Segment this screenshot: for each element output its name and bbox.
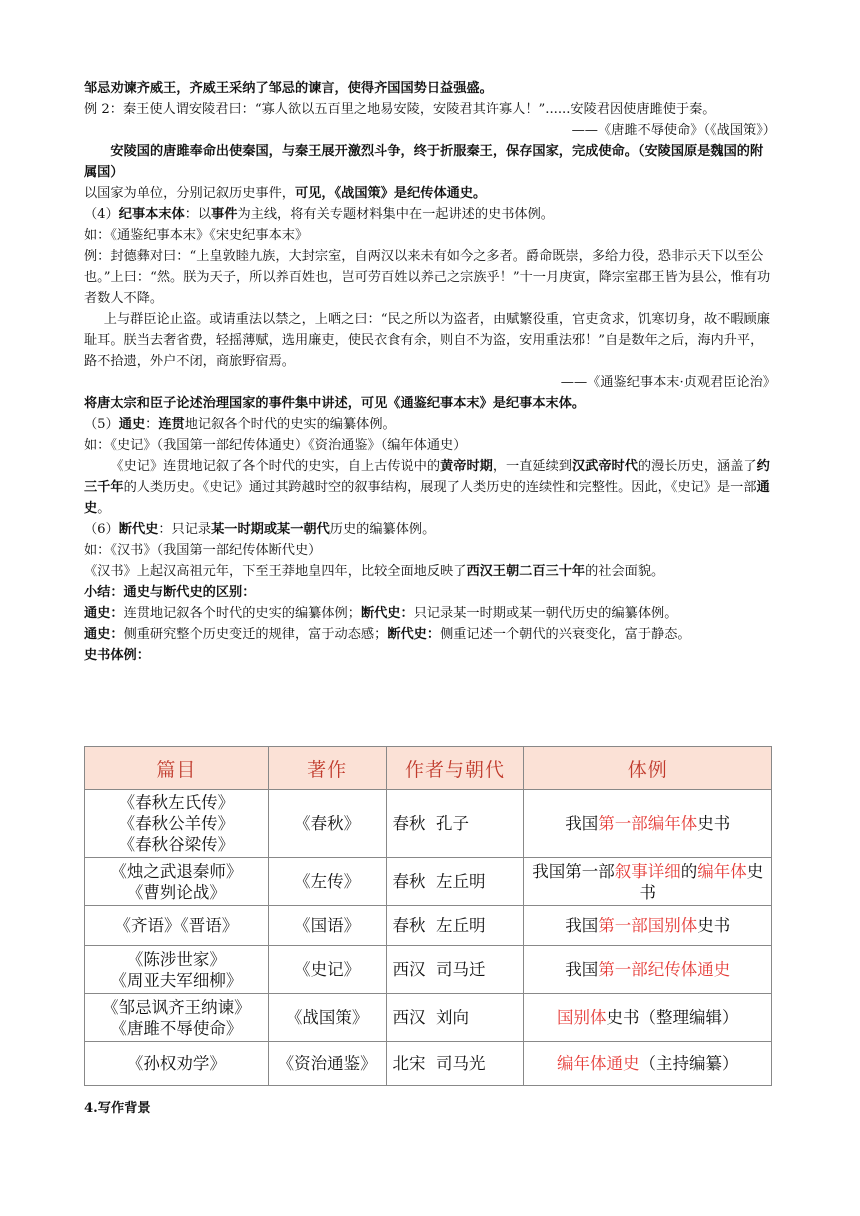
highlight-text: 编年体	[697, 861, 747, 881]
text: 的	[680, 861, 698, 881]
table-row	[85, 1042, 772, 1086]
cell-pianmu	[85, 946, 269, 994]
pianmu-title: 《烛之武退秦师》	[110, 861, 243, 881]
text: 《汉书》上起汉高祖元年，下至王莽地皇四年，比较全面地反映了	[84, 564, 467, 579]
text: ：	[145, 417, 159, 432]
text: （5）	[84, 417, 119, 432]
cell-pianmu	[85, 858, 269, 906]
text: 历史的编纂体例。	[329, 522, 436, 537]
cell-style	[524, 946, 772, 994]
text: 的人类历史。《史记》通过其跨越时空的叙事结构，展现了人类历史的连续性和完整性。因此，《史记》是一部	[123, 480, 757, 495]
paragraph: 例 2：秦王使人谓安陵君曰：“寡人欲以五百里之地易安陵，安陵君其许寡人！”......安陵君因使唐雎使于秦。	[84, 102, 716, 117]
pianmu-title: 《周亚夫军细柳》	[110, 970, 243, 990]
text: 史书	[697, 916, 731, 935]
text: 事件	[211, 207, 238, 222]
section-heading	[84, 204, 776, 225]
paragraph	[84, 603, 776, 624]
summary-heading: 小结：通史与断代史的区别：	[84, 585, 256, 600]
pianmu-title: 《齐语》《晋语》	[114, 916, 239, 935]
pianmu-title: 《曹刿论战》	[126, 882, 226, 902]
history-books-table	[84, 746, 772, 1086]
text: 的漫长历史，涵盖了	[637, 459, 757, 474]
text: 侧重记述一个朝代的兴衰变化，富于静态。	[440, 627, 691, 642]
text: 某一时期或某一朝代	[211, 522, 330, 537]
highlight-text: 第一部纪传体通史	[598, 960, 731, 979]
cell-pianmu	[85, 994, 269, 1042]
cell-author: 西汉 司马迁	[386, 946, 524, 994]
text: 我国第一部	[532, 861, 615, 881]
text: 断代史	[118, 522, 159, 537]
cell-author: 春秋 左丘明	[386, 858, 524, 906]
text: ，一直延续到	[492, 459, 572, 474]
text: 纪事本末体	[118, 207, 185, 222]
citation: ——《唐雎不辱使命》（《战国策》）	[571, 123, 776, 138]
header-cell: 著作	[268, 747, 386, 790]
text: 连贯地记叙各个时代的史实的编纂体例；	[123, 606, 361, 621]
text: 西汉王朝二百三十年	[466, 564, 586, 579]
text: 通史：	[84, 627, 124, 642]
text: 汉武帝时代	[571, 459, 638, 474]
cell-style	[524, 790, 772, 858]
text: 为主线，将有关专题材料集中在一起讲述的史书体例。	[237, 207, 554, 222]
cell-pianmu	[85, 906, 269, 946]
cell-author: 春秋 孔子	[386, 790, 524, 858]
paragraph: 安陵国的唐雎奉命出使秦国，与秦王展开激烈斗争，终于折服秦王，保存国家，完成使命。（安陵国原是魏国的附属国）	[84, 144, 764, 180]
pianmu-title: 《孙权劝学》	[126, 1054, 226, 1073]
header-cell: 篇目	[85, 747, 269, 790]
text: 我国	[565, 916, 599, 935]
table-row	[85, 858, 772, 906]
text: 《史记》连贯地记叙了各个时代的史实，自上古传说中的	[110, 459, 441, 474]
text: 可见，《战国策》是纪传体通史。	[295, 186, 487, 201]
header-cell: 体例	[524, 747, 772, 790]
paragraph: 如：《史记》（我国第一部纪传体通史）《资治通鉴》（编年体通史）	[84, 438, 467, 453]
cell-book: 《战国策》	[268, 994, 386, 1042]
text: 我国	[565, 814, 599, 833]
pianmu-title: 《春秋左氏传》	[118, 793, 235, 812]
table-row	[85, 906, 772, 946]
text: 。	[97, 501, 111, 516]
text: 以国家为单位，分别记叙历史事件，	[84, 186, 295, 201]
table-header-row	[85, 747, 772, 790]
text: 地记叙各个时代的史实的编纂体例。	[184, 417, 396, 432]
cell-book: 《左传》	[268, 858, 386, 906]
header-cell: 作者与朝代	[386, 747, 524, 790]
highlight-text: 第一部编年体	[598, 814, 698, 833]
document-body	[84, 78, 776, 666]
cell-author: 西汉 刘向	[386, 994, 524, 1042]
pianmu-title: 《邹忌讽齐王纳谏》	[102, 997, 251, 1017]
citation: ——《通鉴纪事本末·贞观君臣论治》	[560, 375, 776, 390]
section-heading	[84, 414, 776, 435]
paragraph	[84, 624, 776, 645]
cell-pianmu	[85, 790, 269, 858]
text: 黄帝时期	[440, 459, 493, 474]
text: （6）	[84, 522, 119, 537]
cell-pianmu	[85, 1042, 269, 1086]
text: 约三千年	[84, 459, 770, 495]
text: 通史	[84, 480, 770, 516]
cell-style	[524, 994, 772, 1042]
text: ：只记录	[158, 522, 212, 537]
cell-style	[524, 906, 772, 946]
text: 通史：	[84, 606, 124, 621]
cell-author: 春秋 左丘明	[386, 906, 524, 946]
text: ：以	[184, 207, 212, 222]
text: 只记录某一时期或某一朝代历史的编纂体例。	[413, 606, 678, 621]
text: 史书	[697, 814, 731, 833]
pianmu-title: 《陈涉世家》	[126, 949, 226, 969]
table-row	[85, 946, 772, 994]
paragraph	[84, 561, 776, 582]
cell-book: 《史记》	[268, 946, 386, 994]
pianmu-title: 《唐雎不辱使命》	[110, 1018, 243, 1038]
highlight-text: 编年体通史	[556, 1054, 640, 1073]
text: 侧重研究整个历史变迁的规律，富于动态感；	[123, 627, 388, 642]
pianmu-title: 《春秋谷梁传》	[118, 835, 235, 854]
text: （主持编纂）	[639, 1054, 739, 1073]
paragraph: 上与群臣论止盗。或请重法以禁之，上哂之曰：“民之所以为盗者，由赋繁役重，官吏贪求，饥寒切身，故不暇顾廉耻耳。朕当去奢省费，轻摇薄赋，选用廉吏，使民衣食有余，则自不为盗，安用重法邪！”自是数年之后，海内升平，路不拾遗，外户不闭，商旅野宿焉。	[84, 312, 770, 369]
text: 史书（整理编辑）	[606, 1008, 739, 1027]
paragraph: 邹忌劝谏齐威王，齐威王采纳了邹忌的谏言，使得齐国国势日益强盛。	[84, 81, 493, 96]
table-caption: 史书体例：	[84, 648, 150, 663]
cell-book: 《春秋》	[268, 790, 386, 858]
table-row	[85, 994, 772, 1042]
paragraph: 将唐太宗和臣子论述治理国家的事件集中讲述，可见《通鉴纪事本末》是纪事本末体。	[84, 396, 586, 411]
paragraph	[84, 183, 776, 204]
paragraph	[84, 456, 776, 519]
table-body	[85, 790, 772, 1086]
highlight-text: 第一部国别体	[598, 916, 698, 935]
text: 断代史：	[387, 627, 441, 642]
cell-book: 《国语》	[268, 906, 386, 946]
paragraph: 如：《汉书》（我国第一部纪传体断代史）	[84, 543, 322, 558]
table-row	[85, 790, 772, 858]
pianmu-title: 《春秋公羊传》	[118, 814, 235, 833]
text: 史书	[639, 861, 764, 902]
section-heading	[84, 519, 776, 540]
text: 我国	[565, 960, 599, 979]
text: 的社会面貌。	[585, 564, 665, 579]
section-heading: 4.写作背景	[84, 1101, 151, 1116]
text: 通史	[118, 417, 146, 432]
highlight-text: 国别体	[556, 1008, 607, 1027]
text: （4）	[84, 207, 119, 222]
text: 连贯	[158, 417, 185, 432]
highlight-text: 叙事详细	[614, 861, 681, 881]
cell-author: 北宋 司马光	[386, 1042, 524, 1086]
cell-book: 《资治通鉴》	[268, 1042, 386, 1086]
paragraph: 例：封德彝对曰：“上皇敦睦九族，大封宗室，自两汉以来未有如今之多者。爵命既崇，多给力役，恐非示天下以至公也。”上曰：“然。朕为天子，所以养百姓也，岂可劳百姓以养己之宗族乎！”十一月庚寅，降宗室郡王皆为县公，惟有功者数人不降。	[84, 249, 771, 306]
cell-style	[524, 858, 772, 906]
text: 断代史：	[360, 606, 414, 621]
cell-style	[524, 1042, 772, 1086]
paragraph: 如：《通鉴纪事本末》《宋史纪事本末》	[84, 228, 309, 243]
